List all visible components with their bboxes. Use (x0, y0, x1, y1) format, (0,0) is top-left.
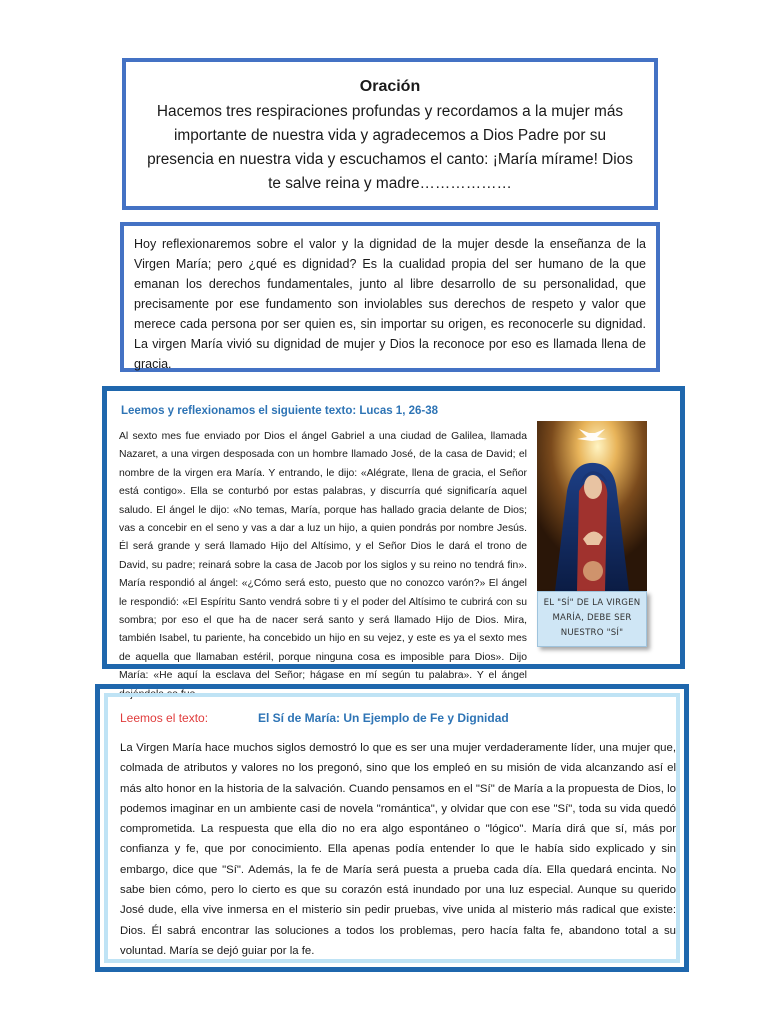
prayer-title: Oración (359, 78, 421, 95)
caption-line: MARÍA, DEBE SER (552, 613, 632, 623)
article-box (95, 684, 689, 972)
article-label: Leemos el texto: (120, 711, 209, 725)
image-caption (537, 591, 647, 647)
virgin-mary-painting (537, 421, 647, 591)
reading-text: Al sexto mes fue enviado por Dios el ángel Gabriel a una ciudad de Galilea, llamada Nazaret, a una virgen desposada con un hombre llamado José, de la casa de David; el nombre de la virgen era María. Y entrando, le dijo: «Alégrate, llena de gracia, el Señor está contigo». Ella se conturbó por estas palabras, y discurría qué significaría aquel saludo. El ángel le dijo: «No temas, María, porque has hallado gracia delante de Dios; vas a concebir en el seno y vas a dar a luz un hijo, a quien pondrás por nombre Jesús. Él será grande y será llamado Hijo del Altísimo, y el Señor Dios le dará el trono de David, su padre; reinará sobre la casa de Jacob por los siglos y su reino no tendrá fin». María respondió al ángel: «¿Cómo será esto, puesto que no conozco varón?» El ángel le respondió: «El Espíritu Santo vendrá sobre ti y el poder del Altísimo te cubrirá con su sombra; por eso el que ha de nacer será santo y será llamado Hijo de Dios. Mira, también Isabel, tu pariente, ha concebido un hijo en su vejez, y este es ya el sexto mes de aquella que llamaban estéril, porque ninguna cosa es imposible para Dios». Dijo María: «He aquí la esclava del Señor; hágase en mí según tu palabra». Y el ángel dejándola se fue. (119, 431, 527, 700)
prayer-text: Hacemos tres respiraciones profundas y recordamos a la mujer más importante de nuestra vida y agradecemos a Dios Padre por su presencia en nuestra vida y escuchamos el canto: ¡María mírame! Dios te salve reina y madre……………… (147, 103, 633, 192)
reflection-box (120, 222, 660, 372)
article-inner-frame (104, 693, 680, 963)
reflection-text: Hoy reflexionaremos sobre el valor y la dignidad de la mujer desde la enseñanza de la Virgen María; pero ¿qué es dignidad? Es la cualidad propia del ser humano de la que emanan los derechos fundamentales, junto al libre desarrollo de su personalidad, que precisamente por ese fundamento son inviolables sus derechos de respeto y valor que merece cada persona por ser quien es, sin importar su origen, es reconocerle su dignidad. La virgen María vivió su dignidad de mujer y Dios la reconoce por eso es llamada llena de gracia. (134, 237, 646, 371)
virgin-mary-image (537, 421, 647, 591)
caption-line: EL "SÍ" DE LA VIRGEN (543, 598, 641, 608)
article-text: La Virgen María hace muchos siglos demostró lo que es ser una mujer verdaderamente líder, una mujer que, colmada de atributos y valores no los pregonó, sino que los empleó en su misión de vida alcanzando así el más alto honor en la historia de la salvación. Cuando pensamos en el "Sí" de María a la propuesta de Dios, lo podemos imaginar en un ambiente casi de novela "romántica", y olvidar que con ese "Sí", toda su vida quedó comprometida. La respuesta que ella dio no era algo espontáneo o "lógico". María dirá que sí, más por confianza y fe, que por conocimiento. Ella apenas podía entender lo que le había sido explicado y sin embargo, dice que "Sí". Además, la fe de María será puesta a prueba cada día. Ella quedará encinta. No sabe bien cómo, pero lo cierto es que su corazón está inundado por una luz especial. Aunque su querido José dude, ella vive inmersa en el misterio sin pedir pruebas, vive unida al misterio más radical que existe: Dios. Él sabrá encontrar las soluciones a todos los problemas, pero hacía falta fe, abandono total a su voluntad. María se dejó guiar por la fe. (120, 742, 676, 957)
reading-heading: Leemos y reflexionamos el siguiente texto: Lucas 1, 26-38 (121, 405, 439, 417)
caption-line: NUESTRO "SÍ" (560, 628, 624, 638)
prayer-box (122, 58, 658, 210)
reading-box (102, 386, 685, 700)
article-title: El Sí de María: Un Ejemplo de Fe y Dignidad (258, 711, 509, 725)
